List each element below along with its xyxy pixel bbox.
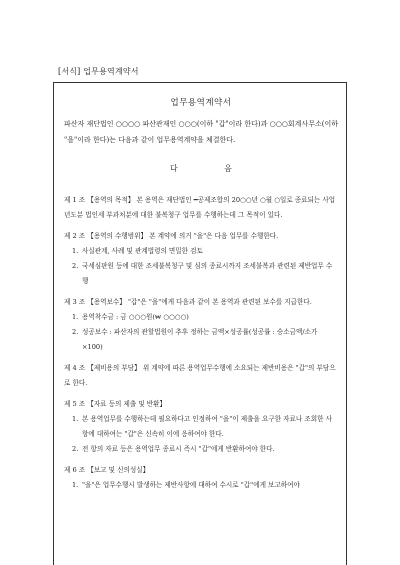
article-items xyxy=(64,478,338,493)
item-number: 1. xyxy=(72,313,79,321)
article-item xyxy=(72,478,338,493)
article-item xyxy=(72,259,338,289)
item-number: 1. xyxy=(72,247,79,255)
item-number: 1. xyxy=(72,415,79,423)
item-text: 본 용역업무를 수행하는데 필요하다고 인정하여 "을"이 제출을 요구한 자료나 조회한 사항에 대하여는 "갑"은 신속히 이에 응하여야 한다. xyxy=(82,415,332,438)
item-number: 2. xyxy=(72,262,79,270)
article-1 xyxy=(64,193,338,223)
document-title: 업무용역계약서 xyxy=(170,98,232,108)
article-item xyxy=(72,412,338,442)
article-heading xyxy=(64,229,338,244)
article-title: 제 5 조 【자료 등의 제출 및 반환】 xyxy=(64,400,167,408)
article-title: 제 3 조 【용역보수】 xyxy=(64,298,126,306)
article-item xyxy=(72,310,338,325)
contract-frame xyxy=(53,82,347,565)
article-title: 제 2 조 【용역의 수행범위】 xyxy=(64,232,148,240)
form-label: [서식] 업무용역계약서 xyxy=(58,67,139,76)
article-body: "갑"은 "을"에게 다음과 같이 본 용역과 관련된 보수를 지급한다. xyxy=(128,298,312,306)
article-items xyxy=(64,412,338,457)
article-4 xyxy=(64,361,338,391)
item-text: 용역착수금 : 금 ○○○원(₩ ○○○○) xyxy=(82,313,189,321)
item-number: 2. xyxy=(72,328,79,336)
article-5 xyxy=(64,397,338,457)
article-body: 본 용역은 재단법인 ━공제조합의 20○○년 ○월 ○일로 종료되는 사업년도분 법인세 부과처분에 대한 불복청구 업무를 수행하는데 그 목적이 있다. xyxy=(64,196,336,219)
article-2 xyxy=(64,229,338,289)
article-body: 위 계약에 따른 용역업무수행에 소요되는 제반비용은 "갑"의 부담으로 한다. xyxy=(64,364,336,387)
article-heading xyxy=(64,463,338,478)
article-6 xyxy=(64,463,338,493)
item-number: 2. xyxy=(72,445,79,453)
item-text: "을"은 업무수행시 발생하는 제반사항에 대하여 수시로 "갑"에게 보고하여야 xyxy=(82,481,300,489)
item-text: 사실관계, 사례 및 관계법령의 면밀한 검토 xyxy=(82,247,203,255)
article-item xyxy=(72,244,338,259)
article-title: 제 1 조 【용역의 목적】 xyxy=(64,196,135,204)
article-3 xyxy=(64,295,338,355)
intro-paragraph: 파산자 재단법인 ○○○○ 파산관재인 ○○○(이하 "갑"이라 한다)과 ○○○회계사무소(이하 "을"이라 한다)는 다음과 같이 업무용역계약을 체결한다. xyxy=(64,120,338,144)
item-text: 성공보수 : 파산자의 관할법원이 추후 정하는 금액×성공률(성공률 : 승소금액/소가×100) xyxy=(82,328,318,351)
article-title: 제 6 조 【보고 및 신의성실】 xyxy=(64,466,150,474)
article-body: 본 계약에 의거 "을"은 다음 업무를 수행한다. xyxy=(149,232,279,240)
article-heading xyxy=(64,361,338,391)
article-title: 제 4 조 【제비용의 부담】 xyxy=(64,364,141,372)
article-heading xyxy=(64,193,338,223)
item-text: 국세심판원 등에 대한 조세불복청구 및 심의 종료시까지 조세불복과 관련된 제반업무 수행 xyxy=(82,262,333,285)
article-item xyxy=(72,442,338,457)
article-item xyxy=(72,325,338,355)
article-items xyxy=(64,310,338,355)
article-heading xyxy=(64,397,338,412)
item-text: 전 항의 자료 등은 용역업무 종료시 즉시 "갑"에게 반환하여야 한다. xyxy=(82,445,275,453)
item-number: 1. xyxy=(72,481,79,489)
article-heading xyxy=(64,295,338,310)
article-list xyxy=(64,193,338,499)
section-heading: 다 음 xyxy=(170,164,254,173)
article-items xyxy=(64,244,338,289)
